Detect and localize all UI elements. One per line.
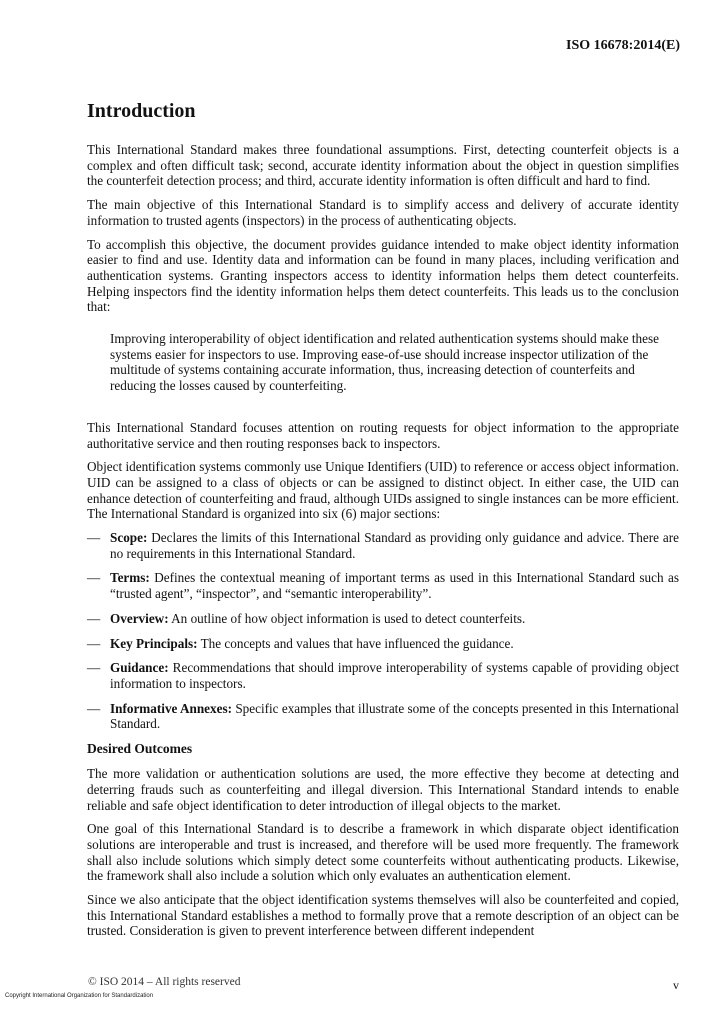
list-term: Key Principals: xyxy=(110,635,198,651)
list-text: An outline of how object information is used to detect counterfeits. xyxy=(168,610,526,626)
footer-copyright: © ISO 2014 – All rights reserved xyxy=(88,976,241,988)
dash-marker: — xyxy=(87,530,101,546)
dash-marker: — xyxy=(87,660,101,676)
list-item xyxy=(87,530,679,561)
paragraph: Since we also anticipate that the object identification systems themselves will also be counterfeited and copied, this International Standard establishes a method to formally prove that a remote description of an object can be trusted. Consideration is given to prevent interference between different independent xyxy=(87,892,679,939)
paragraph: The main objective of this International Standard is to simplify access and delivery of accurate identity information to trusted agents (inspectors) in the process of authenticating objects. xyxy=(87,197,679,228)
paragraph: This International Standard focuses attention on routing requests for object information to the appropriate authoritative service and then routing responses back to inspectors. xyxy=(87,419,679,451)
dash-marker: — xyxy=(87,570,101,586)
paragraph: The more validation or authentication solutions are used, the more effective they become at detecting and deterring frauds such as counterfeiting and illegal diversion. This International Standard intends to enable reliable and safe object identification to deter introduction of illegal objects to the market. xyxy=(87,766,679,813)
page-number: v xyxy=(673,978,679,992)
list-term: Guidance: xyxy=(110,660,169,676)
paragraph: To accomplish this objective, the document provides guidance intended to make object identity information easier to find and use. Identity data and information can be found in many places, including verification and authentication systems. Granting inspectors access to identity information helps them detect counterfeits. Helping inspectors find the identity information helps them detect counterfeits. This leads us to the conclusion that: xyxy=(87,236,679,315)
list-term: Informative Annexes: xyxy=(110,700,232,716)
list-term: Scope: xyxy=(110,530,148,546)
list-term: Overview: xyxy=(110,610,169,626)
list-term: Terms: xyxy=(110,570,150,586)
paragraph: This International Standard makes three foundational assumptions. First, detecting counterfeit objects is a complex and often difficult task; second, accurate identity information about the object in question simplifies the counterfeit detection process; and third, accurate identity information is often difficult and hard to find. xyxy=(87,142,679,189)
list-text: Specific examples that illustrate some of the concepts presented in this International Standard. xyxy=(110,700,679,732)
list-text: Recommendations that should improve interoperability of systems capable of providing object information to inspectors. xyxy=(110,660,679,691)
list-item xyxy=(87,611,679,627)
body-text xyxy=(87,142,679,947)
list-item xyxy=(87,636,679,652)
dash-marker: — xyxy=(87,700,101,716)
list-item xyxy=(87,701,679,732)
dash-marker: — xyxy=(87,635,101,651)
footer-watermark: Copyright International Organization for Standardization xyxy=(5,993,154,999)
list-text: The concepts and values that have influenced the guidance. xyxy=(197,635,514,651)
dash-marker: — xyxy=(87,610,101,626)
paragraph: Object identification systems commonly use Unique Identifiers (UID) to reference or access object information. UID can be assigned to a class of objects or can be assigned to distinct object. In either case, the UID can enhance detection of counterfeiting and fraud, although UIDs assigned to single instances can be more efficient. The International Standard is organized into six (6) major sections: xyxy=(87,459,679,522)
list-text: Defines the contextual meaning of important terms as used in this International Standard such as “trusted agent”, “inspector”, and “semantic interoperability”. xyxy=(110,570,679,602)
list-text: Declares the limits of this International Standard as providing only guidance and advice. There are no requirements in this International Standard. xyxy=(110,530,679,561)
subheading: Desired Outcomes xyxy=(87,741,193,757)
list-item xyxy=(87,570,679,601)
document-id-header: ISO 16678:2014(E) xyxy=(566,38,680,53)
list-item xyxy=(87,660,679,691)
block-quote: Improving interoperability of object identification and related authentication systems should make these systems easier for inspectors to use. Improving ease-of-use should increase inspector utilization of the multitude of systems containing accurate information, thus, increasing detection of counterfeits and reducing the losses caused by counterfeiting. xyxy=(110,331,659,394)
section-title: Introduction xyxy=(87,100,196,122)
paragraph: One goal of this International Standard is to describe a framework in which disparate object identification solutions are interoperable and trust is increased, and therefore will be used more frequently. The framework shall also include solutions which simply detect some counterfeits without authenticating products. Likewise, the framework shall also include a solution which only evaluates an authentication element. xyxy=(87,821,679,884)
